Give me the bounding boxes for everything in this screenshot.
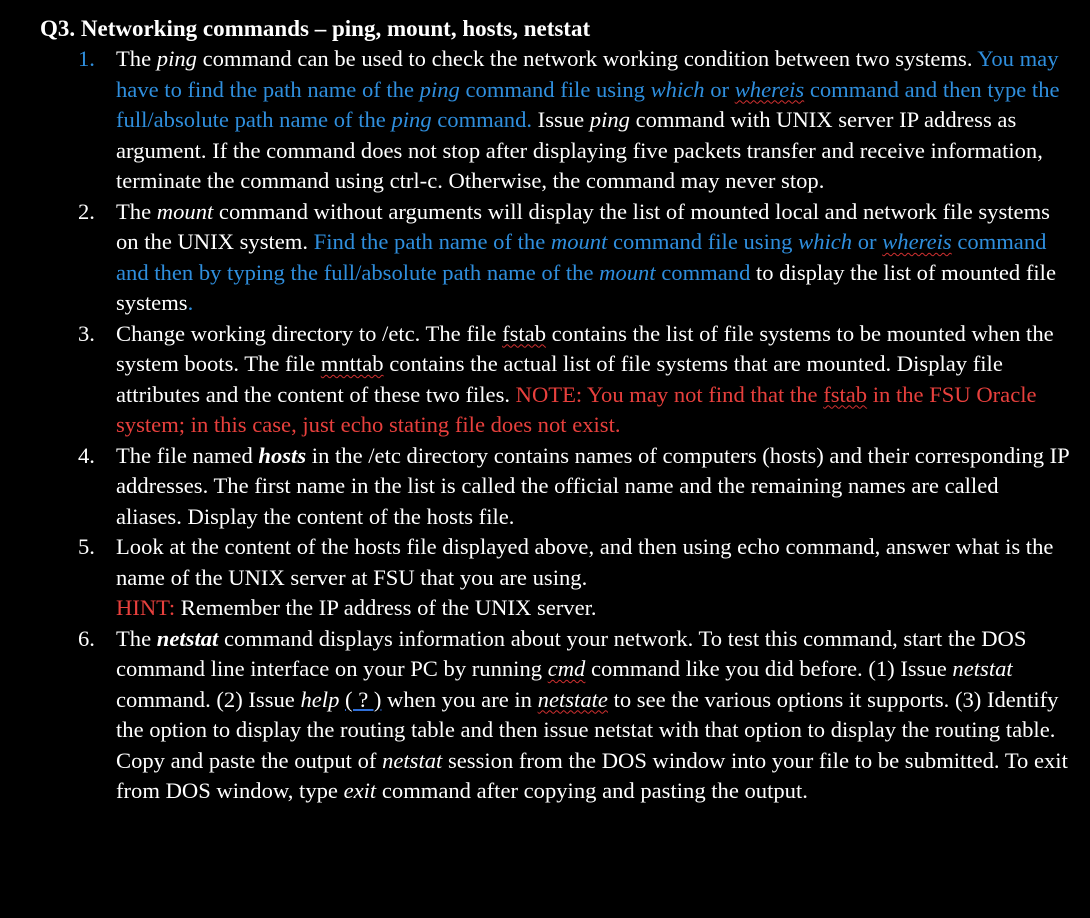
text-run: help xyxy=(300,686,340,712)
item-number: 2. xyxy=(78,198,95,224)
text-run: or xyxy=(704,76,735,102)
text-run: command after copying and pasting the output. xyxy=(376,778,808,803)
text-run: cmd xyxy=(547,656,586,681)
text-run: ping xyxy=(589,107,630,132)
text-run: whereis xyxy=(734,76,805,102)
text-run: to display the list of mounted file systems xyxy=(116,259,1056,315)
text-run: ( ? ) xyxy=(345,686,382,712)
list-item xyxy=(40,624,1070,807)
text-run: command file using xyxy=(607,229,799,254)
text-run: command. xyxy=(431,107,533,132)
text-run: Change working directory to /etc. The file xyxy=(116,320,503,346)
text-run: The xyxy=(116,46,157,71)
text-run: command and then by typing the full/absolute path name of the xyxy=(116,229,1047,285)
text-run: command can be used to check the network working condition between two systems. xyxy=(196,46,978,71)
text-run: command with UNIX server IP address as argument. If the command does not stop after displaying five packets transfer and receive information, terminate the command using ctrl-c. Otherwise, the command may never stop. xyxy=(116,107,1043,193)
text-run: when you are in xyxy=(381,686,538,712)
list-item xyxy=(40,532,1070,624)
text-run: command like you did before. (1) Issue xyxy=(585,656,953,681)
text-run: ping xyxy=(391,107,432,132)
text-run: hosts xyxy=(258,442,307,468)
text-run: mnttab xyxy=(320,351,384,376)
item-number: 3. xyxy=(78,320,95,346)
text-run: to see the various options it supports. (3) Identify the option to display the routing table and then issue netstat with that option to display the routing table. Copy and paste the output of xyxy=(116,686,1059,773)
text-run: netstate xyxy=(537,686,608,712)
text-run: Issue xyxy=(532,107,590,132)
list-item xyxy=(40,441,1070,533)
list-item xyxy=(40,197,1070,319)
text-run: command. (2) Issue xyxy=(116,686,301,712)
text-run: netstat xyxy=(156,625,219,651)
text-run: fstab xyxy=(823,381,868,407)
text-run: command displays information about your network. To test this command, start the DOS command line interface on your PC by running xyxy=(116,625,1027,681)
item-number: 4. xyxy=(78,442,95,468)
text-run: NOTE: You may not find that the xyxy=(515,381,824,407)
text-run: HINT: xyxy=(116,595,176,620)
text-run: session from the DOS window into your file to be submitted. To exit from DOS window, type xyxy=(116,747,1068,803)
item-number: 5. xyxy=(78,534,95,559)
text-run: netstat xyxy=(952,656,1013,681)
text-run: The xyxy=(116,198,157,224)
text-run: in the FSU Oracle system; in this case, just echo stating file does not exist. xyxy=(116,381,1037,437)
text-run: whereis xyxy=(882,229,952,254)
text-run: command xyxy=(655,259,751,285)
text-run: or xyxy=(852,229,883,254)
text-run: The file named xyxy=(116,442,259,468)
item-number: 6. xyxy=(78,625,95,651)
text-run: netstat xyxy=(382,747,443,773)
text-run: contains the actual list of file systems that are mounted. Display file attributes and the content of these two files. xyxy=(116,351,1003,407)
text-run: contains the list of file systems to be mounted when the system boots. The file xyxy=(116,320,1054,376)
text-run: Find the path name of the xyxy=(313,229,551,254)
text-run: command and then type the full/absolute path name of the xyxy=(116,76,1060,132)
text-run: mount xyxy=(550,229,608,254)
text-run: fstab xyxy=(502,320,546,346)
text-run: . xyxy=(187,290,194,315)
text-run: Look at the content of the hosts file displayed above, and then using echo command, answer what is the name of the UNIX server at FSU that you are using. xyxy=(116,534,1054,590)
text-run: Remember the IP address of the UNIX server. xyxy=(175,595,597,620)
text-run: command without arguments will display the list of mounted local and network file systems on the UNIX system. xyxy=(116,198,1050,254)
text-run: ping xyxy=(419,76,460,102)
text-run: in the /etc directory contains names of computers (hosts) and their corresponding IP addresses. The first name in the list is called the official name and the remaining names are called aliases. Display the content of the hosts file. xyxy=(116,442,1069,529)
list-item xyxy=(40,319,1070,441)
list-item xyxy=(40,44,1070,197)
text-run: which xyxy=(650,76,705,102)
question-title: Q3. Networking commands – ping, mount, hosts, netstat xyxy=(40,16,591,41)
text-run: command file using xyxy=(459,76,651,102)
text-run: which xyxy=(798,229,853,254)
text-run: exit xyxy=(343,778,377,803)
instruction-list xyxy=(40,44,1070,807)
text-run: mount xyxy=(156,198,214,224)
text-run: You may have to find the path name of the xyxy=(116,46,1059,102)
text-run: ping xyxy=(156,46,197,71)
text-run: The xyxy=(116,625,157,651)
text-run: mount xyxy=(599,259,656,285)
item-number: 1. xyxy=(78,46,95,71)
